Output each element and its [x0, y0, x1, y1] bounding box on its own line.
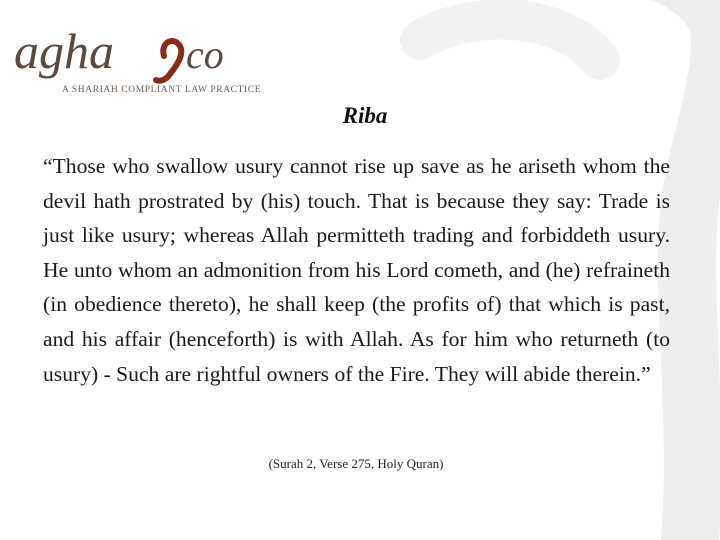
svg-text:co: co — [186, 32, 224, 77]
logo — [8, 4, 262, 104]
logo-wordmark-icon — [8, 4, 228, 84]
slide-title: Riba — [342, 103, 388, 128]
quote-text: “Those who swallow usury cannot rise up save as he ariseth whom the devil hath prostrated by (his) touch. That is because they say: Trade is just like usury; whereas Allah permitteth trading and forbiddeth usury. He unto whom an admonition from his Lord cometh, and (he) refraineth (in obedience thereto), he shall keep (the profits of) that which is past, and his affair (henceforth) is with Allah. As for him who returneth (to usury) - Such are rightful owners of the Fire. They will abide therein.” — [43, 154, 670, 386]
quote-citation: (Surah 2, Verse 275, Holy Quran) — [268, 456, 444, 471]
logo-tagline: A SHARIAH COMPLIANT LAW PRACTICE — [62, 85, 262, 95]
svg-text:agha: agha — [14, 23, 114, 79]
